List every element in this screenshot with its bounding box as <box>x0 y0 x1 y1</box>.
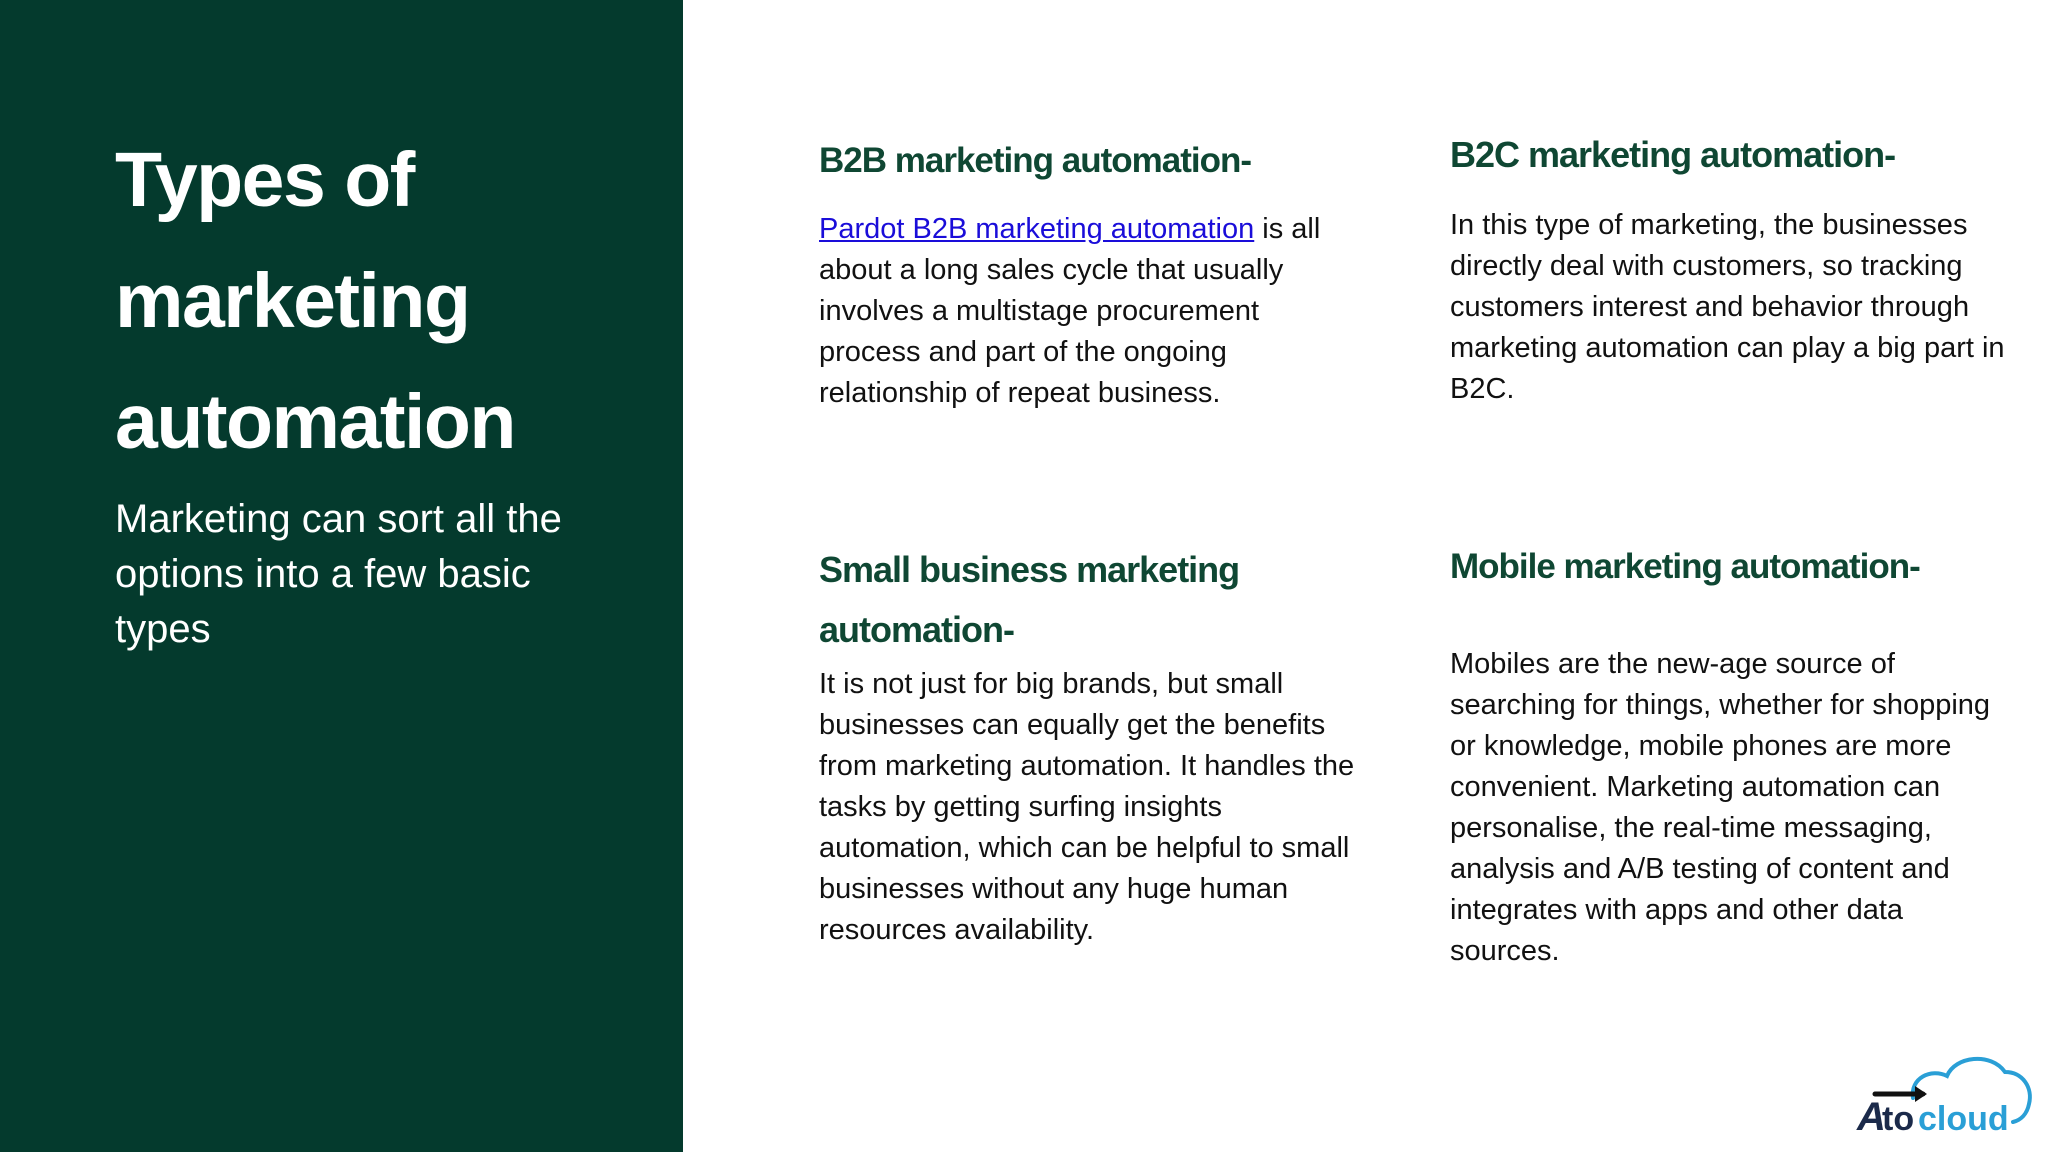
slide-title: Types of marketing automation <box>115 137 515 465</box>
section-b2b <box>819 136 1359 414</box>
section-body-mobile: Mobiles are the new-age source of searching for things, whether for shopping or knowledge, mobile phones are more convenient. Marketing automation can personalise, the real-time messaging, analysis and A/B testing of content and integrates with apps and other data sources. <box>1450 648 1991 967</box>
section-body-b2b <box>819 209 1359 414</box>
logo-text-cloud: cloud <box>1918 1100 2009 1138</box>
section-heading-small-business: Small business marketing automation- <box>819 549 1240 650</box>
section-body-b2c: In this type of marketing, the businesses directly deal with customers, so tracking customers interest and behavior through marketing automation can play a big part in B2C. <box>1450 209 2005 405</box>
section-heading-b2c: B2C marketing automation- <box>1450 134 1896 175</box>
logo-letter-a: A <box>1857 1095 1886 1139</box>
pardot-link[interactable]: Pardot B2B marketing automation <box>819 213 1255 245</box>
section-heading-mobile: Mobile marketing automation- <box>1450 547 1920 586</box>
cloud-arrow-logo-icon <box>1855 1050 2035 1140</box>
section-small-business <box>819 540 1364 951</box>
atocloud-logo <box>1855 1050 2035 1140</box>
section-b2c <box>1450 130 2010 410</box>
section-mobile <box>1450 542 2010 972</box>
slide-subtitle: Marketing can sort all the options into a few basic types <box>115 497 562 651</box>
logo-text-to: to <box>1882 1100 1915 1138</box>
section-heading-b2b: B2B marketing automation- <box>819 141 1251 180</box>
left-panel <box>0 0 683 1152</box>
section-body-small-business: It is not just for big brands, but small businesses can equally get the benefits from marketing automation. It handles the tasks by getting surfing insights automation, which can be helpful to small businesses without any huge human resources availability. <box>819 668 1355 946</box>
section-body-b2b-text: is all about a long sales cycle that usually involves a multistage procurement process and part of the ongoing relationship of repeat business. <box>819 213 1321 409</box>
